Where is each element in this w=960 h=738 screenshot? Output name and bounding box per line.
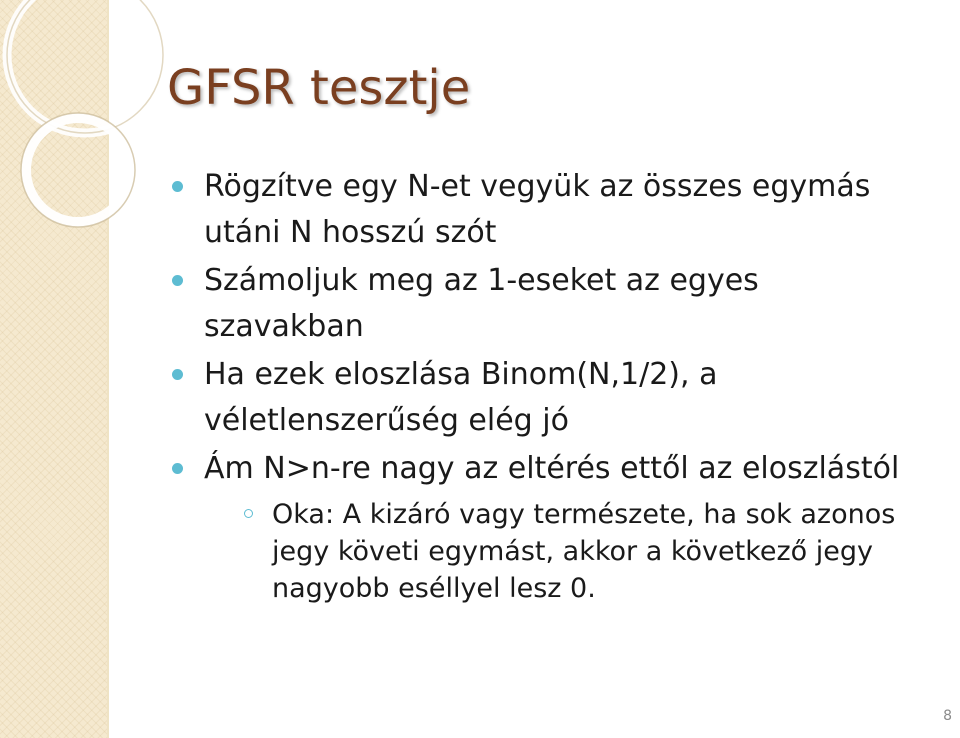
bullet-item (168, 446, 928, 607)
slide-title: GFSR tesztje (167, 60, 471, 116)
sub-bullet-text: Oka: A kizáró vagy természete, ha sok azonos jegy követi egymást, akkor a következő jegy nagyobb eséllyel lesz 0. (272, 499, 896, 604)
bullet-item (168, 164, 928, 256)
page-number: 8 (943, 708, 952, 724)
sub-bullet-list (204, 496, 928, 607)
bullet-dot-icon (172, 463, 183, 474)
bullet-dot-icon (172, 275, 183, 286)
bullet-item (168, 258, 928, 350)
bullet-dot-icon (172, 181, 183, 192)
bullet-dot-icon (172, 369, 183, 380)
bullet-text: Ha ezek eloszlása Binom(N,1/2), a véletlenszerűség elég jó (204, 357, 718, 438)
bullet-text: Rögzítve egy N-et vegyük az összes egymás utáni N hosszú szót (204, 169, 871, 250)
bullet-text: Számoljuk meg az 1-eseket az egyes szavakban (204, 263, 759, 344)
sub-bullet-ring-icon (244, 509, 253, 518)
bullet-list (168, 164, 928, 609)
bullet-item (168, 352, 928, 444)
sub-bullet-item (270, 496, 928, 607)
bullet-text: Ám N>n-re nagy az eltérés ettől az eloszlástól (204, 451, 900, 486)
